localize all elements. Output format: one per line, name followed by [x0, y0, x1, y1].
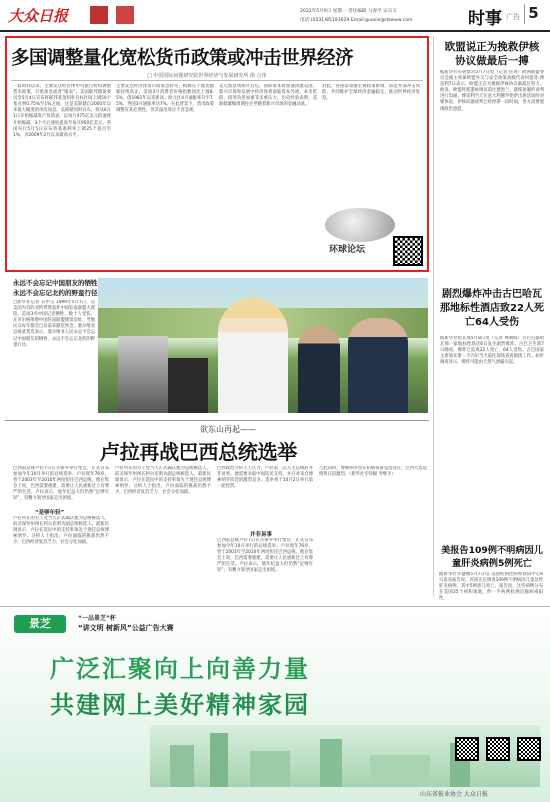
brazil-col-4: 与此同时，博索纳罗也在积极筹备竞选连任，巴西大选选情将日趋激烈。（新华社专特稿 寿继羊） — [319, 466, 427, 478]
serbia-subhead-2: 永远不会忘记北约的野蛮行径 — [13, 289, 98, 297]
ad-tag: 广告 — [506, 13, 520, 21]
lead-headline: 多国调整量化宽松货币政策或冲击世界经济 — [11, 48, 354, 69]
brazil-rule — [5, 420, 429, 421]
story1-body: 据新华社布鲁塞尔5月7日电（记者 任珂）欧洲联盟委员会副主席兼欧盟外交与安全政策高级代表何塞普·博雷利7日表示，欧盟正在为挽救伊核协议做最后努力。他说，欧盟将派遣协调员前往德黑兰，就恢复履约谈判进行沟通。博雷利当天在意大利佛罗伦萨出席活动时对媒体说，伊核问题谈判已经停滞一段时间，各方需要展现政治意愿。 — [440, 70, 544, 112]
column-name: 环球论坛 — [329, 245, 366, 255]
ad-cup-title: “一品景芝”杯 — [78, 615, 116, 622]
section-title: 时事 — [468, 9, 502, 29]
ad-qr-code-3 — [517, 737, 541, 761]
masthead — [0, 0, 550, 32]
ad-qr-code-1 — [455, 737, 479, 761]
ad-banner — [0, 606, 550, 802]
brazil-headline: 卢拉再战巴西总统选举 — [100, 440, 297, 464]
brazil-col-2: 卢拉所在的劳工党当天正式确认他为总统候选人，前圣保罗州州长阿尔克明为副总统候选人。最新民调显示，卢拉在选民中的支持率领先于现任总统博索纳罗。分析人士指出，卢拉面临的挑战仍然不少，巴西经济复苏乏力、社会分化加剧。 — [115, 466, 211, 496]
brazil-sub2: 并非易事 — [250, 532, 273, 538]
right-column — [433, 36, 545, 596]
ad-cup-subtitle: “讲文明 树新风”公益广告大赛 — [78, 624, 174, 632]
story3-headline: 美报告109例不明病因儿童肝炎病例5例死亡 — [441, 545, 543, 569]
lead-qr-code — [393, 236, 423, 266]
issue-meta: 2022年5月9日 星期一 责任编辑 马春学 宋宗义 — [300, 9, 397, 14]
ad-slogan-1: 广泛汇聚向上向善力量 — [50, 655, 310, 683]
brazil-sub1: “是够年轻” — [35, 510, 65, 516]
serbia-body: □新华社记者 石中玉 1999年5月7日，以美国为首的北约悍然轰炸中国驻南联盟大使馆，造成3名中国记者牺牲、数十人受伤。在贝尔格莱德中国驻南联盟使馆旧址，当地民众每年都会自发前来献花悼念。塞尔维亚总统武契奇表示，塞尔维亚人民永远不会忘记中国朋友的牺牲，永远不会忘记北约的野蛮行径。 — [13, 300, 95, 348]
masthead-logo: 大众日报 — [8, 7, 69, 25]
ad-footer: 山东省报业协会 大众日报 — [420, 791, 488, 798]
qr-code-small-2 — [116, 6, 134, 24]
ad-brand-text: 景芝 — [29, 617, 51, 630]
story1-headline: 欧盟说正为挽救伊核协议做最后一搏 — [444, 41, 540, 67]
lead-story-box — [5, 36, 429, 272]
ad-slogan-2: 共建网上美好精神家园 — [50, 691, 310, 719]
ad-brand-logo — [14, 615, 66, 633]
serbia-photo — [98, 278, 428, 413]
page-number: 5 — [524, 4, 542, 24]
brazil-col-1b: 卢拉所在的劳工党当天正式确认他为总统候选人，前圣保罗州州长阿尔克明为副总统候选人。最新民调显示，卢拉在选民中的支持率领先于现任总统博索纳罗。分析人士指出，卢拉面临的挑战仍然不少，巴西经济复苏乏力、社会分化加剧。 — [13, 516, 109, 546]
qr-code-small-1 — [90, 6, 108, 24]
brazil-col-3b: 巴西前总统卢拉7日在圣保罗举行集会，正式宣布参加今年10月举行的总统选举。卢拉现年76岁，曾于2003年至2010年两度担任巴西总统。他在集会上说，巴西需要重建，需要让人民重新过上有尊严的生活。卢拉表示，他年纪虽大但仍然“足够年轻”，有精力领导国家走出困境。 — [217, 538, 313, 574]
story2-body: 据新华社哈瓦那5月8日电（记者 林朝晖）古巴首都哈瓦那一家地标性酒店6日发生剧烈爆炸。古巴卫生部7日晚说，爆炸已造成22人死亡、64人受伤。古巴国家主席迪亚斯－卡内尔当天前往现场查看救援工作。初步调查显示，爆炸可能由天然气泄漏引起。 — [440, 336, 544, 366]
story2-headline: 剧烈爆炸冲击古巴哈瓦那地标性酒店致22人死亡64人受伤 — [440, 289, 544, 328]
lead-col-3: 美元加息周期开启后，国际资本将加速回流美国，新兴市场和发展中经济体将面临资本外流、本币贬值、债务负担加重等多重压力。历史经验表明，美联储紧缩周期往往伴随着新兴市场的金融动荡。 — [219, 84, 317, 108]
brazil-col-1: 巴西前总统卢拉7日在圣保罗举行集会，正式宣布参加今年10月举行的总统选举。卢拉现年76岁，曾于2003年至2010年两度担任巴西总统。他在集会上说，巴西需要重建，需要让人民重新过上有尊严的生活。卢拉表示，他年纪虽大但仍然“足够年轻”，有精力领导国家走出困境。 — [13, 466, 109, 502]
lead-col-4: 对此，各国需加强宏观政策协调，防范外部冲击风险，共同维护全球经济金融稳定，推动世界经济复苏。 — [322, 84, 420, 102]
serbia-subhead-1: 永远不会忘记中国朋友的牺牲 — [13, 279, 98, 287]
brazil-kicker: 欲东山再起—— — [200, 425, 256, 434]
lead-col-1: 一段时间以来，主要发达经济体中央银行纷纷调整货币政策，开始加息或者“缩表”。美国联邦储备委员会5月4日宣布将联邦基金利率目标区间上调50个基点到0.75%至1%之间，这是美联储自2000年以来最大幅度的单次加息。美联储同时宣布，将从6月1日开始缩减资产负债表，以每月475亿美元的速度开始缩减，3个月后速度提高至每月950亿美元。英国央行5月5日宣布将基准利率上调25个基点至1%，为2009年2月以来最高水平。 — [13, 84, 111, 138]
lead-divider — [11, 80, 423, 81]
story3-body: 据新华社华盛顿5月7日电 美国疾病控制和预防中心6日发布报告说，该国正在调查109例不明病因儿童急性肝炎病例，其中5例患儿死亡。报告说，这些病例分布在美国25个州和领地，约一半病例检测出腺病毒阳性。 — [439, 572, 543, 602]
lead-col-2: 主要发达经济体货币政策急转弯，根源在于通货膨胀持续高企。美国3月消费者价格指数同比上涨8.5%，创1981年以来新高；欧元区4月通胀率升至7.5%，英国3月通胀率达7%。在此背景下，货币政策调整有其必然性，但其溢出效应不容忽视。 — [116, 84, 214, 114]
contact-line: 电话:(0531)85193629 Email:guoxie@dzwww.com — [300, 18, 413, 23]
brazil-col-3: 巴西政治分析人士认为，卢拉第三次入主总统府并非易事。他需要争取中间选民支持，并应对来自博索纳罗阵营的激烈竞争。选举将于10月2日举行第一轮投票。 — [217, 466, 313, 490]
ad-cityscape — [150, 725, 540, 787]
lead-byline: □ 中国国际问题研究院世界经济与发展研究所 徐 言伟 — [147, 73, 267, 79]
globe-icon — [325, 208, 395, 242]
ad-qr-code-2 — [486, 737, 510, 761]
